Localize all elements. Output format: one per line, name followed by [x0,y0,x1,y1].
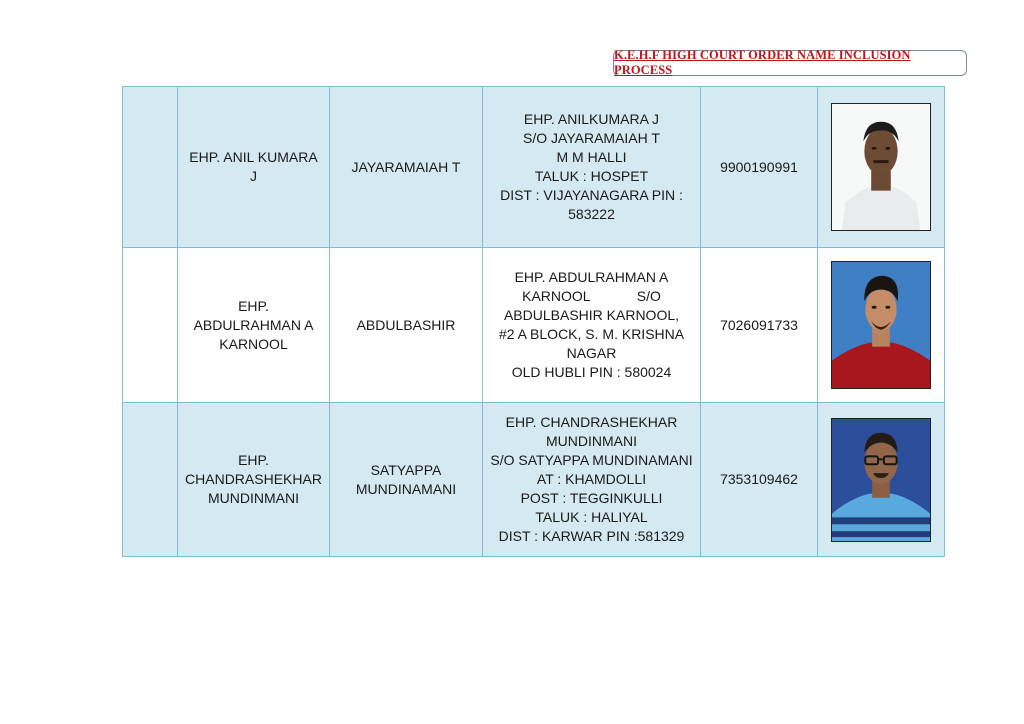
address-line: EHP. ABDULRAHMAN A [514,269,669,285]
father-name-line: JAYARAMAIAH T [351,158,461,175]
father-name-line: ABDULBASHIR [356,316,456,333]
name-cell [178,403,330,557]
address-line: ABDULBASHIR KARNOOL, [503,307,680,323]
phone-cell: 9900190991 [701,87,818,248]
name-line: EHP. [238,452,269,468]
address-line: DIST : VIJAYANAGARA PIN : [500,187,683,203]
name-line: CHANDRASHEKHAR [185,471,322,487]
address-line: #2 A BLOCK, S. M. KRISHNA [498,326,685,342]
address-line: MUNDINMANI [546,433,637,449]
address-line: 583222 [568,206,615,222]
address-cell [483,403,701,557]
address-line: TALUK : HALIYAL [535,509,648,525]
name-line: EHP. ANIL KUMARA [189,149,318,165]
address-line: S/O SATYAPPA MUNDINAMANI [490,452,693,468]
photo-man-glasses-striped-shirt [831,418,931,542]
address-line: KARNOOL S/O [522,288,661,304]
document-title-box [613,50,967,76]
name-line: J [250,168,257,184]
photo-man-white-shirt [831,103,931,231]
table-row [123,403,945,557]
table-row [123,248,945,403]
address-cell [483,87,701,248]
photo-cell [818,87,945,248]
father-name-cell [330,403,483,557]
phone-cell: 7026091733 [701,248,818,403]
address-line: POST : TEGGINKULLI [520,490,663,506]
address-line: NAGAR [566,345,617,361]
address-line: EHP. CHANDRASHEKHAR [505,414,678,430]
photo-cell [818,403,945,557]
index-cell [123,87,178,248]
index-cell [123,248,178,403]
address-line: OLD HUBLI PIN : 580024 [511,364,672,380]
name-cell [178,248,330,403]
table-row [123,87,945,248]
records-table [122,86,945,557]
name-line: MUNDINMANI [208,490,299,506]
index-cell [123,403,178,557]
photo-cell [818,248,945,403]
address-line: EHP. ANILKUMARA J [523,111,660,127]
name-line: KARNOOL [219,335,288,352]
name-line: ABDULRAHMAN A [193,316,314,333]
father-name-cell [330,248,483,403]
document-title: K.E.H.F HIGH COURT ORDER NAME INCLUSION PROCESS [614,48,911,77]
address-line: M M HALLI [556,149,627,165]
father-name-cell [330,87,483,248]
address-line: DIST : KARWAR PIN :581329 [498,528,685,544]
name-cell [178,87,330,248]
address-line: AT : KHAMDOLLI [536,471,647,487]
name-line: EHP. [238,297,269,314]
photo-young-man-red-shirt [831,261,931,389]
address-line: S/O JAYARAMAIAH T [523,130,660,146]
address-line: TALUK : HOSPET [534,168,649,184]
address-cell [483,248,701,403]
father-name-line: SATYAPPA [370,461,442,478]
phone-cell: 7353109462 [701,403,818,557]
father-name-line: MUNDINAMANI [355,480,457,497]
